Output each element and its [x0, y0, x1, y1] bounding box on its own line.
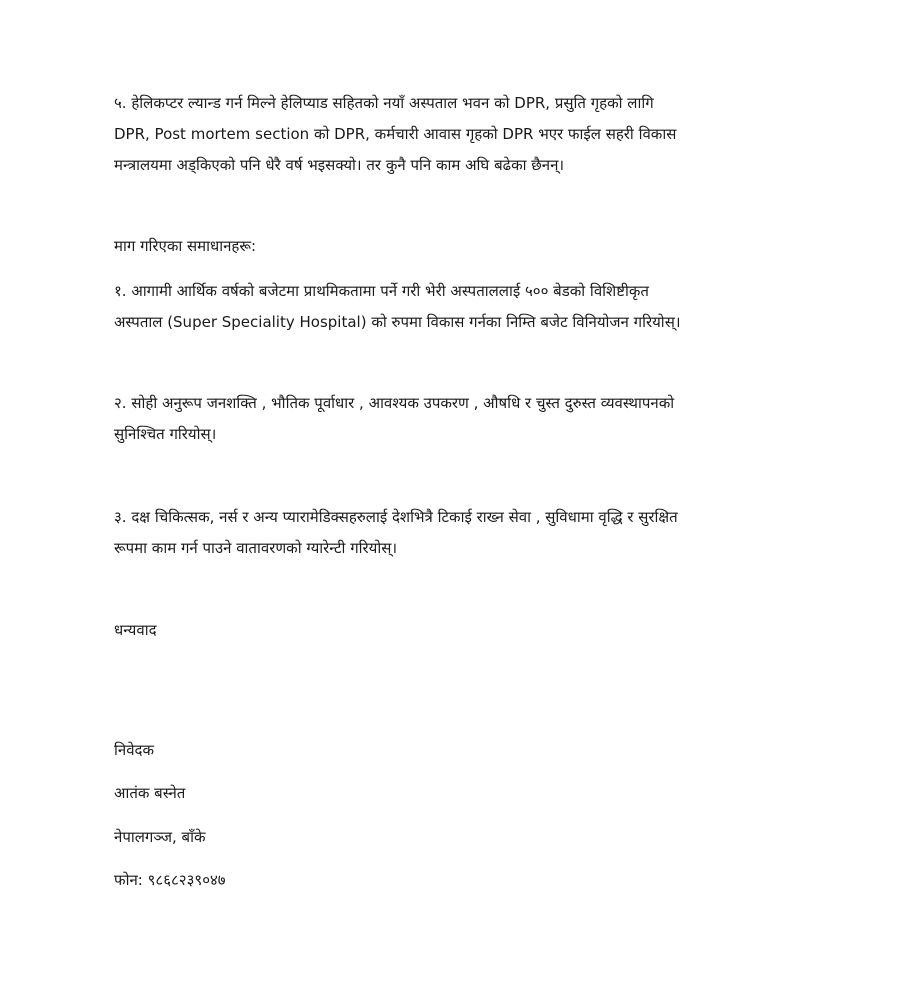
point-3-line-2: रूपमा काम गर्न पाउने वातावरणको ग्यारेन्टी गरियोस्। — [114, 539, 398, 557]
point-3-line-1: ३. दक्ष चिकित्सक, नर्स र अन्य प्यारामेडिक्सहरुलाई देशभित्रै टिकाई राख्न सेवा , सुविधामा वृद्धि र सुरक्षित — [114, 508, 678, 526]
thanks-text: धन्यवाद — [114, 621, 157, 639]
signature-name: आतंक बस्नेत — [114, 784, 186, 802]
solutions-heading: माग गरिएका समाधानहरू: — [114, 237, 257, 255]
point-3-paragraph — [114, 502, 794, 564]
point-1-paragraph — [114, 276, 794, 338]
point-5-line-1: ५. हेलिकप्टर ल्यान्ड गर्न मिल्ने हेलिप्याड सहितको नयाँ अस्पताल भवन को DPR, प्रसुति गृहको लागि — [114, 94, 654, 112]
point-5-paragraph — [114, 88, 794, 181]
point-2-line-2: सुनिश्चित गरियोस्। — [114, 425, 217, 443]
signature-phone: फोन: ९८६८२३९०४७ — [114, 871, 226, 889]
point-2-paragraph — [114, 388, 794, 450]
signature-address: नेपालगञ्ज, बाँके — [114, 828, 206, 846]
point-5-line-2: DPR, Post mortem section को DPR, कर्मचारी आवास गृहको DPR भएर फाईल सहरी विकास — [114, 125, 677, 143]
point-1-line-2: अस्पताल (Super Speciality Hospital) को रुपमा विकास गर्नका निम्ति बजेट विनियोजन गरियोस्। — [114, 313, 681, 331]
point-5-line-3: मन्त्रालयमा अड्किएको पनि धेरै वर्ष भइसक्यो। तर कुनै पनि काम अघि बढेका छैनन्। — [114, 156, 565, 174]
signature-label: निवेदक — [114, 741, 155, 759]
point-2-line-1: २. सोही अनुरूप जनशक्ति , भौतिक पूर्वाधार , आवश्यक उपकरण , औषधि र चुस्त दुरुस्त व्यवस्थापनको — [114, 394, 675, 412]
point-1-line-1: १. आगामी आर्थिक वर्षको बजेटमा प्राथमिकतामा पर्ने गरी भेरी अस्पताललाई ५०० बेडको विशिष्टीकृत — [114, 282, 649, 300]
